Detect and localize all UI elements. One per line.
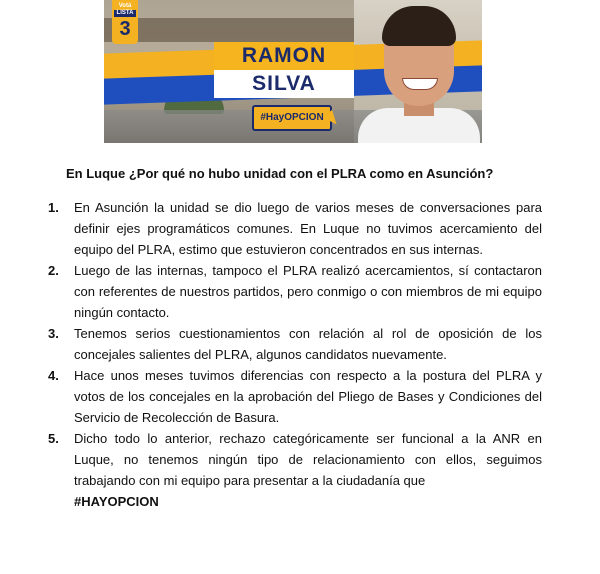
answer-text: Tenemos serios cuestionamientos con relación al rol de oposición de los concejales salientes del PLRA, algunos candidatos nuevamente. — [74, 326, 542, 362]
answer-hashtag: #HAYOPCION — [74, 494, 159, 509]
answer-number: 4. — [48, 368, 59, 383]
answer-number: 3. — [48, 326, 59, 341]
answers-list — [28, 197, 542, 512]
answer-number: 1. — [48, 200, 59, 215]
answer-item — [28, 197, 542, 260]
answer-text: Dicho todo lo anterior, rechazo categóricamente ser funcional a la ANR en Luque, no tenemos ningún tipo de relacionamiento con ellos, seguimos trabajando con mi equipo para presentar a la ciudadanía que — [74, 431, 542, 488]
list-label: LISTA — [114, 10, 136, 17]
answer-text: Luego de las internas, tampoco el PLRA realizó acercamientos, sí contactaron con referentes de nuestros partidos, pero conmigo o con miembros de mi equipo ningún contacto. — [74, 263, 542, 320]
candidate-first-name: RAMON — [214, 42, 354, 70]
answer-item — [28, 365, 542, 428]
answer-item — [28, 323, 542, 365]
answer-item — [28, 428, 542, 512]
article-heading: En Luque ¿Por qué no hubo unidad con el PLRA como en Asunción? — [66, 166, 494, 181]
vote-list-badge — [112, 0, 138, 44]
answer-text: Hace unos meses tuvimos diferencias con respecto a la postura del PLRA y votos de los concejales en la aprobación del Pliego de Bases y Condiciones del Servicio de Recolección de Basura. — [74, 368, 542, 425]
banner-background-roof — [104, 18, 354, 42]
campaign-banner — [104, 0, 482, 143]
candidate-portrait — [354, 0, 482, 143]
answer-item — [28, 260, 542, 323]
list-number: 3 — [119, 18, 131, 40]
portrait-hair — [382, 6, 456, 46]
answer-number: 2. — [48, 263, 59, 278]
hashtag-badge: #HayOPCION — [252, 105, 332, 131]
vote-label: Votá — [118, 3, 132, 9]
candidate-last-name: SILVA — [214, 70, 354, 98]
answer-text: En Asunción la unidad se dio luego de varios meses de conversaciones para definir ejes programáticos comunes. En Luque no tuvimos acercamiento del equipo del PLRA, estimo que estuvieron concentrados en sus internas. — [74, 200, 542, 257]
answer-number: 5. — [48, 431, 59, 446]
candidate-name — [214, 42, 354, 98]
